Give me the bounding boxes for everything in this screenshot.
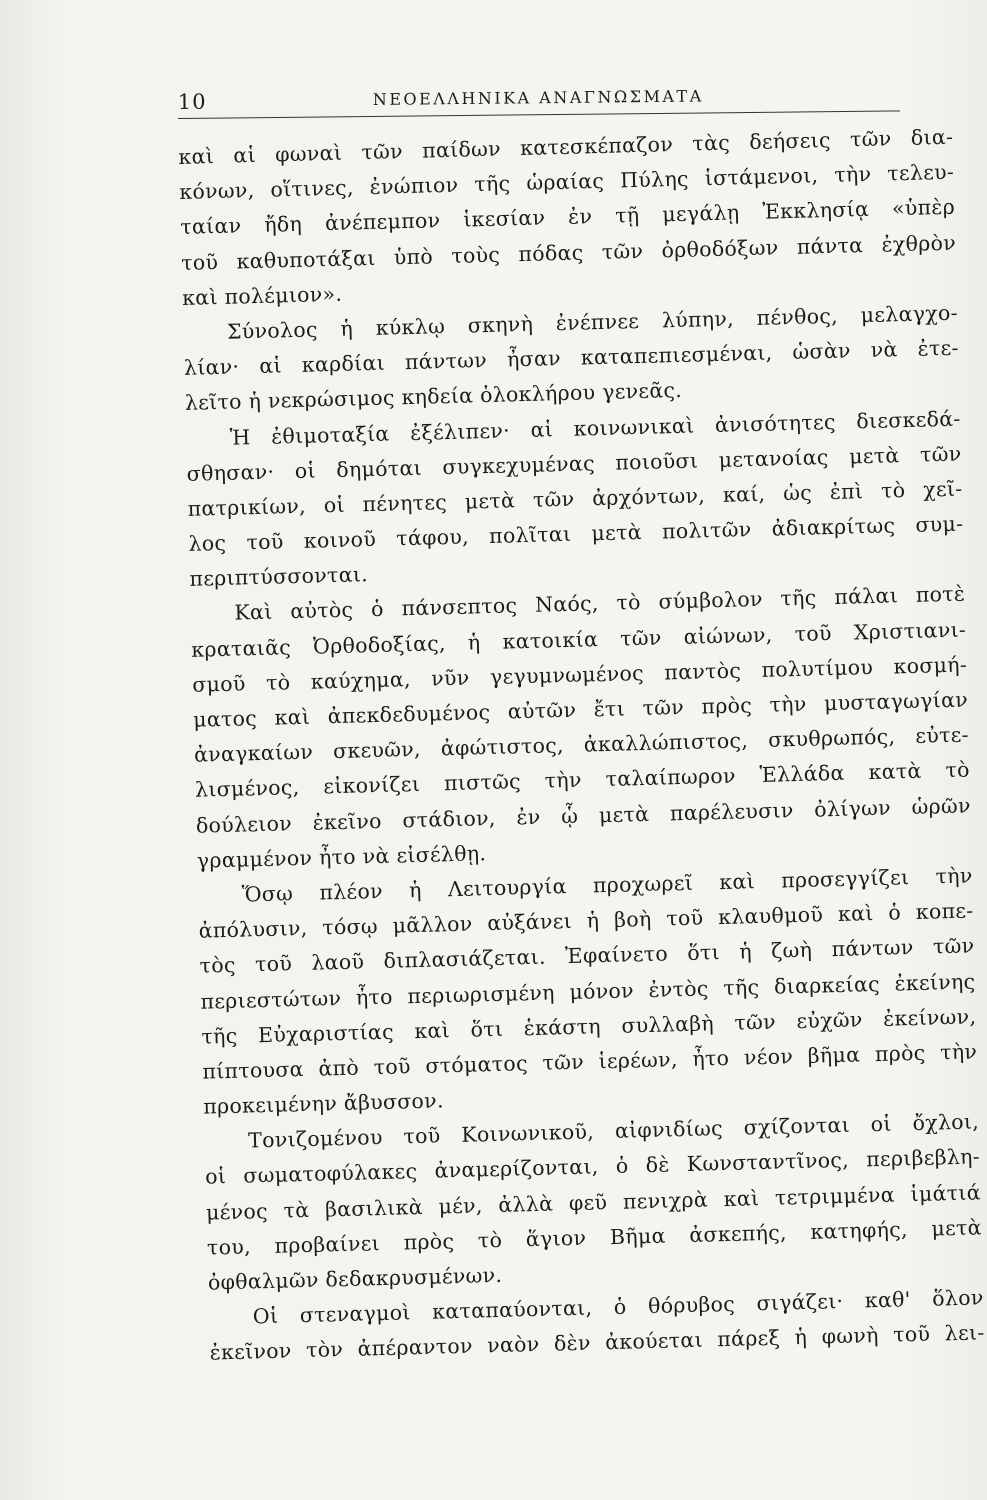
text-line: ἐκεῖνον τὸν ἀπέραντον ναὸν δὲν ἀκούεται πάρεξ ἡ φωνὴ τοῦ λει- (209, 1320, 985, 1365)
text-line: πατρικίων, οἱ πένητες μετὰ τῶν ἀρχόντων, καί, ὡς ἐπὶ τὸ χεῖ- (187, 476, 963, 521)
text-line: τὸς τοῦ λαοῦ διπλασιάζεται. Ἐφαίνετο ὅτι ἡ ζωὴ πάντων τῶν (199, 933, 975, 979)
text-line: τοῦ καθυποτάξαι ὑπὸ τοὺς πόδας τῶν ὀρθοδόξων πάντα ἐχθρὸν (180, 230, 957, 275)
text-line: πίπτουσα ἀπὸ τοῦ στόματος τῶν ἱερέων, ἦτο νέον βῆμα πρὸς τὴν (202, 1039, 978, 1084)
text-line: καὶ πολέμιον». (181, 281, 343, 310)
text-line: κόνων, οἵτινες, ἐνώπιον τῆς ὡραίας Πύλης ἱστάμενοι, τὴν τελευ- (179, 159, 955, 205)
text-line: λος τοῦ κοινοῦ τάφου, πολῖται μετὰ πολιτῶν ἀδιακρίτως συμ- (188, 511, 964, 556)
text-line: δούλειον ἐκεῖνο στάδιον, ἐν ᾧ μετὰ παρέλευσιν ὀλίγων ὡρῶν (195, 793, 971, 838)
text-line: λισμένος, εἰκονίζει πιστῶς τὴν ταλαίπωρον Ἑλλάδα κατὰ τὸ (194, 757, 971, 803)
text-line: προκειμένην ἄβυσσον. (203, 1088, 445, 1119)
text-line: μένος τὰ βασιλικὰ μέν, ἀλλὰ φεῦ πενιχρὰ καὶ τετριμμένα ἱμάτιά (205, 1179, 982, 1225)
text-line: του, προβαίνει πρὸς τὸ ἅγιον Βῆμα ἀσκεπής, κατηφής, μετὰ (206, 1215, 983, 1260)
paragraph-start-line: Καὶ αὐτὸς ὁ πάνσεπτος Ναός, τὸ σύμβολον τῆς πάλαι ποτὲ (234, 581, 966, 626)
text-line: λεῖτο ἡ νεκρώσιμος κηδεία ὁλοκλήρου γενεᾶς. (184, 378, 683, 416)
paragraph-start-line: Οἱ στεναγμοὶ καταπαύονται, ὁ θόρυβος σιγάζει· καθ' ὅλον (252, 1285, 984, 1329)
text-line: ματος καὶ ἀπεκδεδυμένος αὐτῶν ἔτι τῶν πρὸς τὴν μυσταγωγίαν (192, 687, 969, 732)
paragraph-start-line: Ἡ ἐθιμοταξία ἐξέλιπεν· αἱ κοινωνικαὶ ἀνισότητες διεσκεδά- (229, 406, 961, 450)
page-number: 10 (177, 89, 207, 115)
text-line: καὶ αἱ φωναὶ τῶν παίδων κατεσκέπαζον τὰς δεήσεις τῶν δια- (178, 124, 954, 169)
text-line: ὀφθαλμῶν δεδακρυσμένων. (207, 1262, 503, 1295)
text-line: ἀπόλυσιν, τόσῳ μᾶλλον αὐξάνει ἡ βοὴ τοῦ κλαυθμοῦ καὶ ὁ κοπε- (198, 898, 974, 943)
text-line: περιπτύσσονται. (189, 562, 369, 592)
text-line: τῆς Εὐχαριστίας καὶ ὅτι ἑκάστη συλλαβὴ τῶν εὐχῶν ἐκείνων, (201, 1004, 977, 1049)
text-line: οἱ σωματοφύλακες ἀναμερίζονται, ὁ δὲ Κωνσταντῖνος, περιβεβλη- (204, 1144, 981, 1190)
text-line: περιεστώτων ἦτο περιωρισμένη μόνον ἐντὸς τῆς διαρκείας ἐκείνης (200, 968, 976, 1014)
text-line: σμοῦ τὸ καύχημα, νῦν γεγυμνωμένος παντὸς πολυτίμου κοσμή- (191, 652, 968, 697)
paragraph-start-line: Τονιζομένου τοῦ Κοινωνικοῦ, αἰφνιδίως σχίζονται οἱ ὄχλοι, (247, 1109, 980, 1153)
text-line: κραταιᾶς Ὀρθοδοξίας, ἡ κατοικία τῶν αἰώνων, τοῦ Χριστιανι- (191, 617, 967, 662)
running-title: ΝΕΟΕΛΛΗΝΙΚΑ ΑΝΑΓΝΩΣΜΑΤΑ (372, 86, 704, 109)
page-header (178, 76, 900, 119)
text-line: σθησαν· οἱ δημόται συγκεχυμένας ποιοῦσι μετανοίας μετὰ τῶν (186, 441, 962, 486)
text-line: ταίαν ἤδη ἀνέπεμπον ἱκεσίαν ἐν τῇ μεγάλῃ Ἐκκλησίᾳ «ὑπὲρ (179, 195, 956, 240)
paragraph-start-line: Ὅσῳ πλέον ἡ Λειτουργία προχωρεῖ καὶ προσεγγίζει τὴν (241, 863, 973, 907)
text-line: γραμμένον ἦτο νὰ εἰσέλθῃ. (196, 840, 487, 873)
body-text (178, 120, 985, 1371)
text-line: ἀναγκαίων σκευῶν, ἀφώτιστος, ἀκαλλώπιστος, σκυθρωπός, εὐτε- (193, 722, 970, 767)
paragraph-start-line: Σύνολος ἡ κύκλῳ σκηνὴ ἐνέπνεε λύπην, πένθος, μελαγχο- (226, 300, 959, 344)
text-line: λίαν· αἱ καρδίαι πάντων ἦσαν καταπεπιεσμέναι, ὡσὰν νὰ ἐτε- (183, 335, 960, 381)
